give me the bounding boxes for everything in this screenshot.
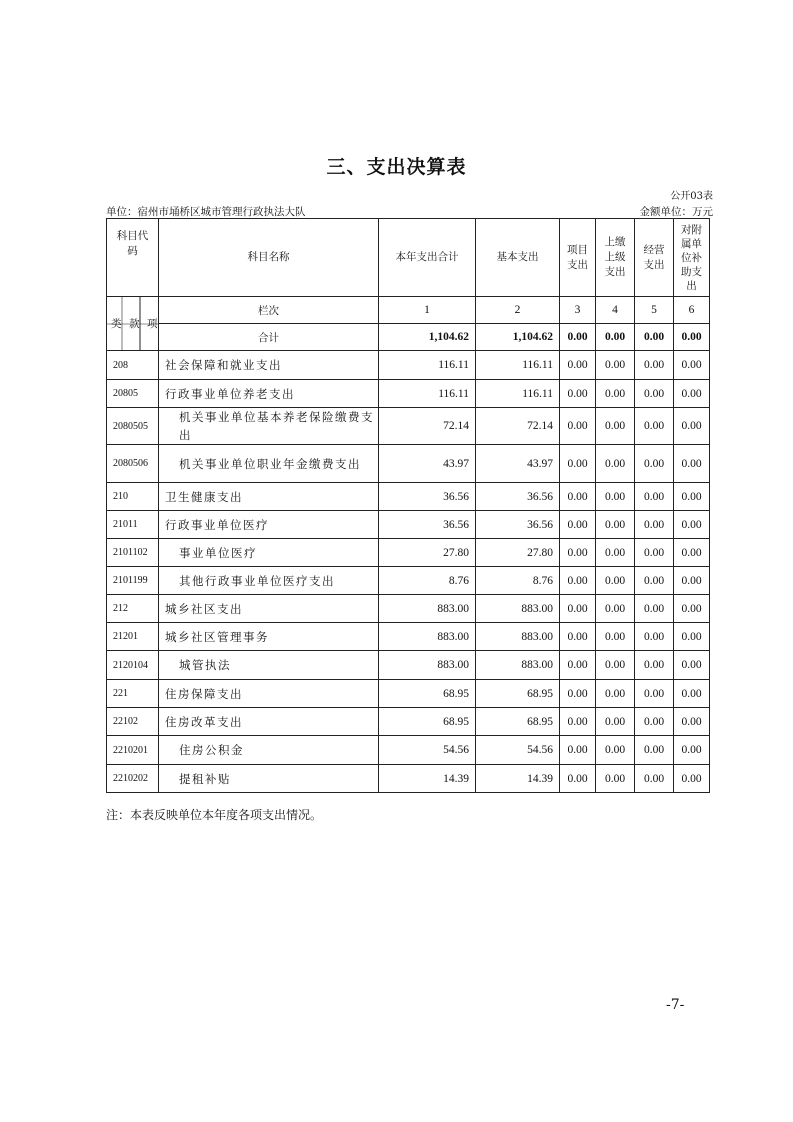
table-row (107, 380, 710, 408)
column-1: 1 (379, 297, 476, 324)
row-code: 2120104 (107, 651, 159, 680)
row-code: 21201 (107, 623, 159, 651)
row-upper: 0.00 (596, 539, 635, 567)
row-name: 行政事业单位医疗 (159, 511, 379, 539)
table-number: 公开03表 (670, 191, 713, 202)
header-total: 本年支出合计 (379, 219, 476, 297)
page-number: -7- (666, 997, 685, 1013)
table-row (107, 680, 710, 708)
row-basic: 36.56 (476, 483, 560, 511)
row-total: 883.00 (379, 651, 476, 680)
row-name: 提租补贴 (159, 765, 379, 793)
table-row (107, 483, 710, 511)
row-code: 2080506 (107, 445, 159, 483)
row-total: 72.14 (379, 408, 476, 445)
column-3: 3 (560, 297, 596, 324)
header-business: 经营支出 (635, 219, 674, 297)
row-basic: 116.11 (476, 351, 560, 380)
total-row (107, 324, 710, 351)
row-upper: 0.00 (596, 708, 635, 736)
table-row (107, 623, 710, 651)
header-upper: 上缴上级支出 (596, 219, 635, 297)
row-total: 54.56 (379, 736, 476, 765)
row-total: 883.00 (379, 595, 476, 623)
row-business: 0.00 (635, 708, 674, 736)
row-name: 社会保障和就业支出 (159, 351, 379, 380)
reporting-unit: 单位：宿州市埇桥区城市管理行政执法大队 (106, 206, 306, 218)
header-name: 科目名称 (159, 219, 379, 297)
header-project: 项目支出 (560, 219, 596, 297)
row-subsidy: 0.00 (674, 408, 710, 445)
row-upper: 0.00 (596, 351, 635, 380)
row-business: 0.00 (635, 567, 674, 595)
row-name: 城乡社区管理事务 (159, 623, 379, 651)
row-subsidy: 0.00 (674, 511, 710, 539)
row-subsidy: 0.00 (674, 680, 710, 708)
row-upper: 0.00 (596, 483, 635, 511)
row-upper: 0.00 (596, 445, 635, 483)
row-name: 卫生健康支出 (159, 483, 379, 511)
row-upper: 0.00 (596, 408, 635, 445)
row-project: 0.00 (560, 765, 596, 793)
row-upper: 0.00 (596, 567, 635, 595)
header-row (107, 219, 710, 297)
row-project: 0.00 (560, 708, 596, 736)
row-project: 0.00 (560, 567, 596, 595)
row-basic: 8.76 (476, 567, 560, 595)
row-business: 0.00 (635, 595, 674, 623)
table-row (107, 595, 710, 623)
row-business: 0.00 (635, 680, 674, 708)
column-4: 4 (596, 297, 635, 324)
row-basic: 68.95 (476, 708, 560, 736)
table-row (107, 708, 710, 736)
row-subsidy: 0.00 (674, 567, 710, 595)
row-business: 0.00 (635, 651, 674, 680)
row-subsidy: 0.00 (674, 351, 710, 380)
row-code: 20805 (107, 380, 159, 408)
row-basic: 27.80 (476, 539, 560, 567)
row-subsidy: 0.00 (674, 623, 710, 651)
row-code: 210 (107, 483, 159, 511)
table-row (107, 445, 710, 483)
total-upper: 0.00 (596, 324, 635, 351)
row-total: 36.56 (379, 483, 476, 511)
row-project: 0.00 (560, 623, 596, 651)
row-name: 住房改革支出 (159, 708, 379, 736)
row-code: 212 (107, 595, 159, 623)
table-row (107, 351, 710, 380)
category-header-cell (107, 297, 159, 351)
row-project: 0.00 (560, 680, 596, 708)
row-basic: 36.56 (476, 511, 560, 539)
header-lei: 类 (111, 318, 122, 330)
row-upper: 0.00 (596, 511, 635, 539)
column-label: 栏次 (159, 297, 379, 324)
row-basic: 72.14 (476, 408, 560, 445)
total-label: 合计 (159, 324, 379, 351)
total-basic: 1,104.62 (476, 324, 560, 351)
header-basic: 基本支出 (476, 219, 560, 297)
column-5: 5 (635, 297, 674, 324)
row-basic: 883.00 (476, 651, 560, 680)
header-code: 科目代码 (107, 219, 159, 297)
row-project: 0.00 (560, 511, 596, 539)
row-name: 事业单位医疗 (159, 539, 379, 567)
row-total: 116.11 (379, 351, 476, 380)
row-business: 0.00 (635, 623, 674, 651)
row-code: 2080505 (107, 408, 159, 445)
total-business: 0.00 (635, 324, 674, 351)
row-name: 住房保障支出 (159, 680, 379, 708)
row-basic: 116.11 (476, 380, 560, 408)
column-number-row (107, 297, 710, 324)
row-subsidy: 0.00 (674, 708, 710, 736)
row-subsidy: 0.00 (674, 445, 710, 483)
row-subsidy: 0.00 (674, 736, 710, 765)
row-total: 68.95 (379, 708, 476, 736)
table-row (107, 539, 710, 567)
column-6: 6 (674, 297, 710, 324)
table-row (107, 651, 710, 680)
header-kuan: 款 (129, 318, 140, 330)
total-amount: 1,104.62 (379, 324, 476, 351)
row-project: 0.00 (560, 408, 596, 445)
row-upper: 0.00 (596, 595, 635, 623)
table-row (107, 736, 710, 765)
column-2: 2 (476, 297, 560, 324)
row-subsidy: 0.00 (674, 539, 710, 567)
row-business: 0.00 (635, 351, 674, 380)
header-xiang: 项 (147, 318, 158, 330)
row-upper: 0.00 (596, 680, 635, 708)
row-total: 36.56 (379, 511, 476, 539)
row-basic: 43.97 (476, 445, 560, 483)
row-business: 0.00 (635, 408, 674, 445)
row-total: 14.39 (379, 765, 476, 793)
row-total: 68.95 (379, 680, 476, 708)
row-name: 城管执法 (159, 651, 379, 680)
row-business: 0.00 (635, 539, 674, 567)
row-code: 22102 (107, 708, 159, 736)
row-business: 0.00 (635, 483, 674, 511)
row-subsidy: 0.00 (674, 483, 710, 511)
row-basic: 883.00 (476, 623, 560, 651)
row-business: 0.00 (635, 380, 674, 408)
row-project: 0.00 (560, 539, 596, 567)
row-subsidy: 0.00 (674, 380, 710, 408)
row-name: 行政事业单位养老支出 (159, 380, 379, 408)
row-code: 221 (107, 680, 159, 708)
row-code: 2210202 (107, 765, 159, 793)
row-name: 城乡社区支出 (159, 595, 379, 623)
row-total: 8.76 (379, 567, 476, 595)
row-upper: 0.00 (596, 623, 635, 651)
table-row (107, 765, 710, 793)
row-name: 住房公积金 (159, 736, 379, 765)
row-upper: 0.00 (596, 765, 635, 793)
row-business: 0.00 (635, 765, 674, 793)
table-row (107, 567, 710, 595)
row-code: 2210201 (107, 736, 159, 765)
row-project: 0.00 (560, 380, 596, 408)
row-project: 0.00 (560, 351, 596, 380)
table-row (107, 511, 710, 539)
row-code: 208 (107, 351, 159, 380)
row-upper: 0.00 (596, 736, 635, 765)
row-basic: 54.56 (476, 736, 560, 765)
row-code: 2101199 (107, 567, 159, 595)
total-project: 0.00 (560, 324, 596, 351)
row-project: 0.00 (560, 595, 596, 623)
row-business: 0.00 (635, 445, 674, 483)
row-subsidy: 0.00 (674, 595, 710, 623)
row-name: 其他行政事业单位医疗支出 (159, 567, 379, 595)
row-code: 2101102 (107, 539, 159, 567)
total-subsidy: 0.00 (674, 324, 710, 351)
row-project: 0.00 (560, 736, 596, 765)
row-total: 43.97 (379, 445, 476, 483)
row-total: 116.11 (379, 380, 476, 408)
row-name: 机关事业单位基本养老保险缴费支出 (159, 408, 379, 445)
row-total: 883.00 (379, 623, 476, 651)
table-row (107, 408, 710, 445)
row-basic: 883.00 (476, 595, 560, 623)
row-project: 0.00 (560, 445, 596, 483)
row-upper: 0.00 (596, 651, 635, 680)
row-project: 0.00 (560, 651, 596, 680)
row-name: 机关事业单位职业年金缴费支出 (159, 445, 379, 483)
row-business: 0.00 (635, 511, 674, 539)
table-note: 注：本表反映单位本年度各项支出情况。 (106, 808, 323, 822)
row-total: 27.80 (379, 539, 476, 567)
amount-unit: 金额单位：万元 (639, 206, 713, 218)
row-subsidy: 0.00 (674, 765, 710, 793)
row-business: 0.00 (635, 736, 674, 765)
row-basic: 68.95 (476, 680, 560, 708)
row-code: 21011 (107, 511, 159, 539)
row-project: 0.00 (560, 483, 596, 511)
row-basic: 14.39 (476, 765, 560, 793)
page-title: 三、支出决算表 (326, 156, 467, 178)
header-subsidy: 对附属单位补助支出 (674, 219, 710, 297)
expenditure-table (106, 218, 710, 793)
row-upper: 0.00 (596, 380, 635, 408)
row-subsidy: 0.00 (674, 651, 710, 680)
